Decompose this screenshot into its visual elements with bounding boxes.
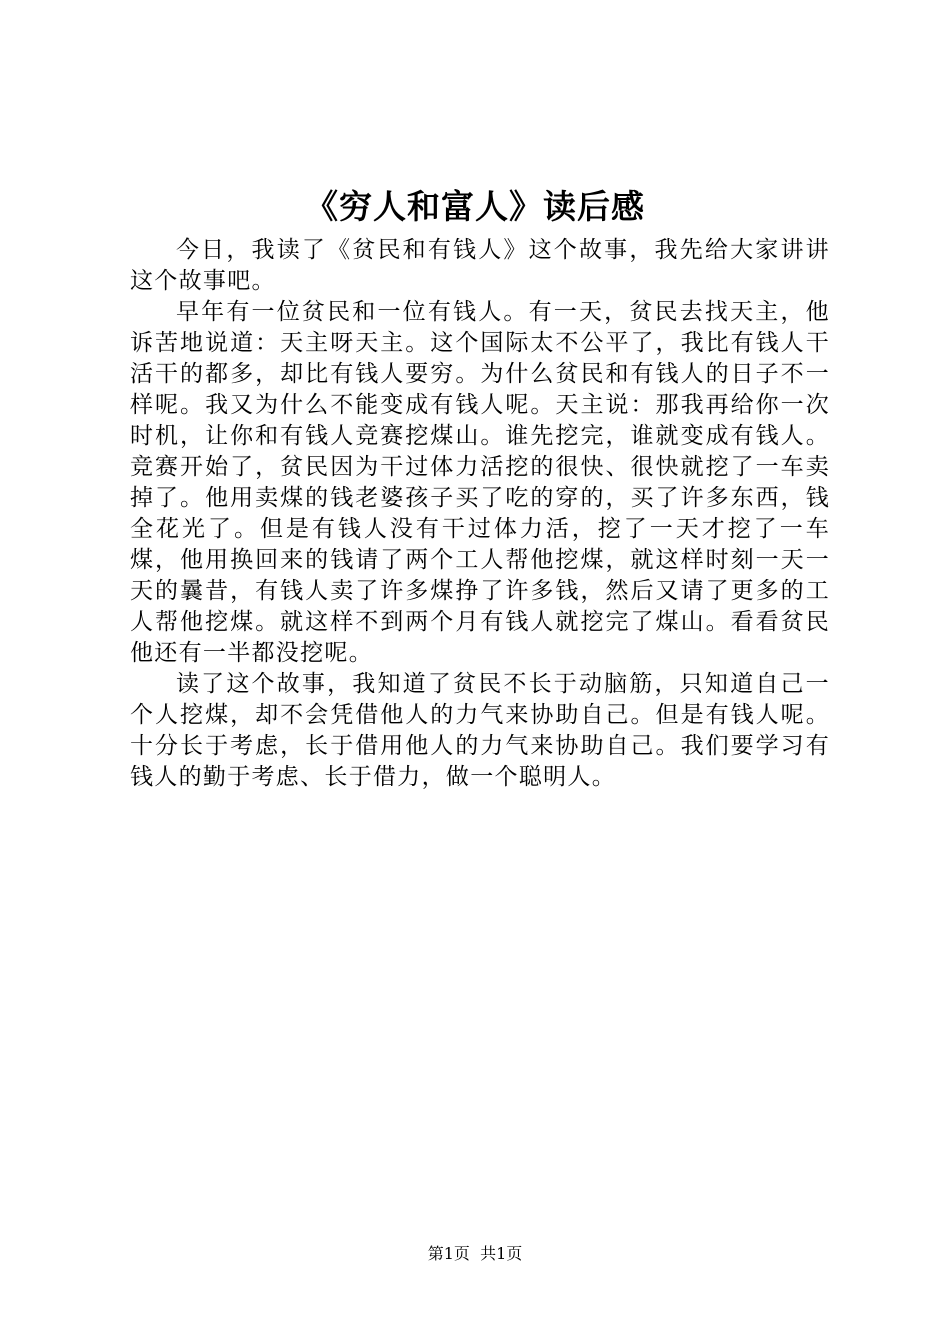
paragraph-story: 早年有一位贫民和一位有钱人。有一天，贫民去找天主，他诉苦地说道：天主呀天主。这个国际太不公平了，我比有钱人干活干的都多，却比有钱人要穷。为什么贫民和有钱人的日子不一样呢。我又为什么不能变成有钱人呢。天主说：那我再给你一次时机，让你和有钱人竞赛挖煤山。谁先挖完，谁就变成有钱人。竞赛开始了，贫民因为干过体力活挖的很快、很快就挖了一车卖掉了。他用卖煤的钱老婆孩子买了吃的穿的，买了许多东西，钱全花光了。但是有钱人没有干过体力活，挖了一天才挖了一车煤，他用换回来的钱请了两个工人帮他挖煤，就这样时刻一天一天的曩昔，有钱人卖了许多煤挣了许多钱，然后又请了更多的工人帮他挖煤。就这样不到两个月有钱人就挖完了煤山。看看贫民他还有一半都没挖呢。 [130,299,830,666]
document-body [130,235,830,793]
page-footer: 第1页 共1页 [427,1244,523,1263]
paragraph-reflection: 读了这个故事，我知道了贫民不长于动脑筋，只知道自己一个人挖煤，却不会凭借他人的力气来协助自己。但是有钱人呢。十分长于考虑，长于借用他人的力气来协助自己。我们要学习有钱人的勤于考虑、长于借力，做一个聪明人。 [130,671,830,790]
document-title: 《穷人和富人》读后感 [305,187,645,226]
paragraph-intro: 今日，我读了《贫民和有钱人》这个故事，我先给大家讲讲这个故事吧。 [130,237,830,294]
